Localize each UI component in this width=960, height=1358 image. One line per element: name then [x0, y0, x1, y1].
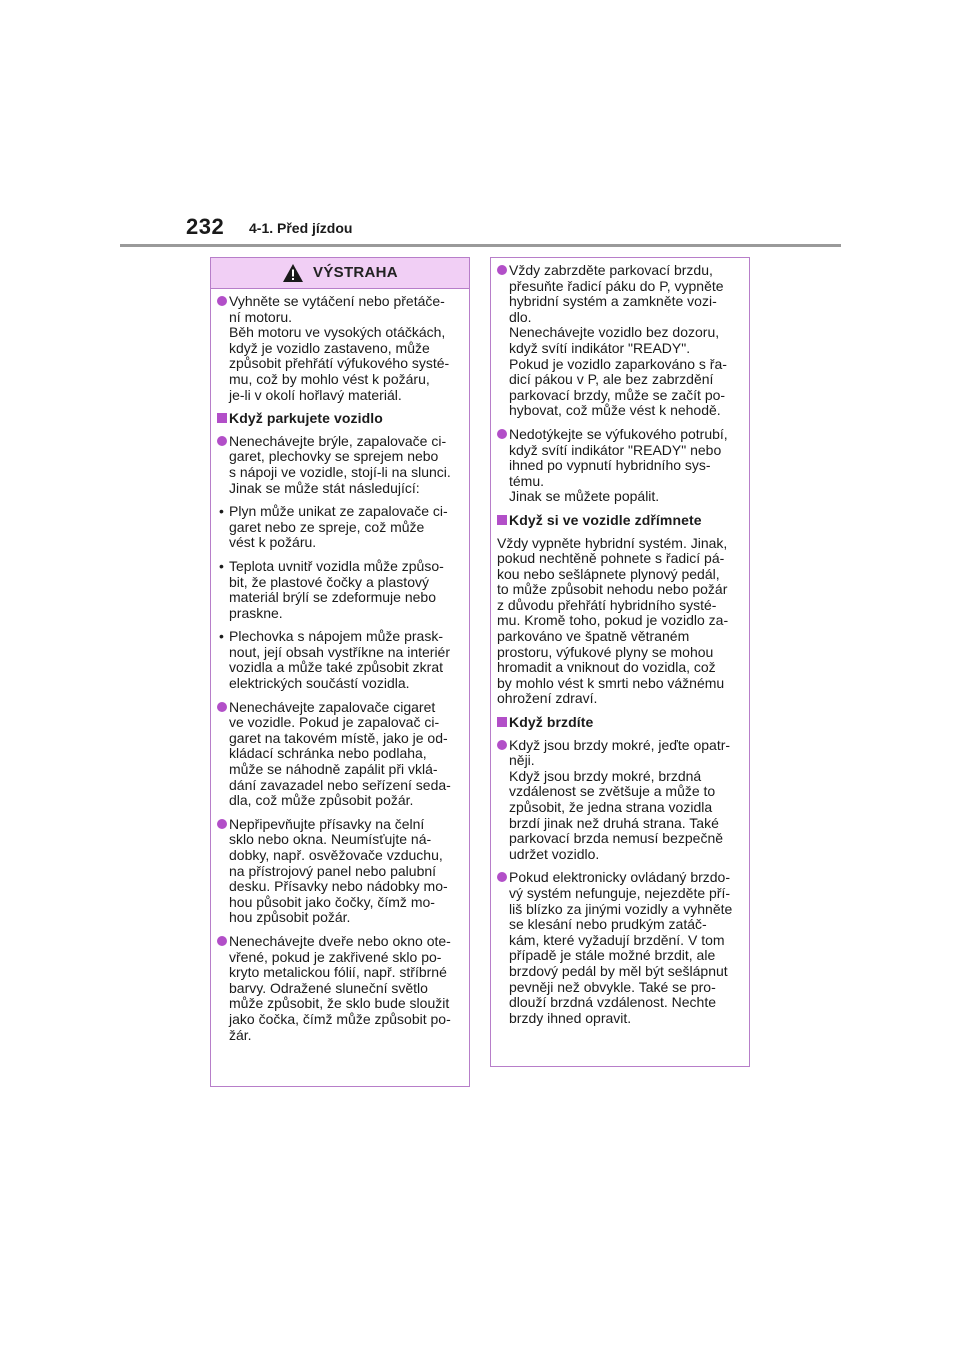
sub-bullet-text: Plechovka s nápojem může prask- nout, její obsah vystříkne na interiér vozidla a může také způsobit zkrat elektrických součástí vozidla. [229, 628, 451, 692]
bullet-dot-icon [497, 872, 507, 882]
warning-title: VÝSTRAHA [313, 264, 398, 282]
bullet-item [217, 434, 463, 496]
bullet-dot-icon [217, 296, 227, 306]
sub-bullet-item [217, 559, 463, 621]
subheading [497, 513, 743, 529]
warning-box-right [490, 257, 750, 1067]
square-bullet-icon [217, 413, 227, 423]
sub-bullet-item [217, 504, 463, 551]
bullet-text: Nenechávejte zapalovače cigaret ve vozidle. Pokud je zapalovač ci- garet na takovém místě, jako je od- kládací schránka nebo podlaha, může se náhodně zapálit při vklá- dání zavazadel nebo seřízení seda- dla, což může způsobit požár. [229, 698, 451, 809]
sub-bullet-text: Plyn může unikat ze zapalovače ci- garet nebo ze spreje, což může vést k požáru. [229, 503, 448, 551]
bullet-item [217, 700, 463, 809]
bullet-item [497, 263, 743, 419]
page-number: 232 [186, 214, 225, 239]
bullet-dot-icon [497, 740, 507, 750]
bullet-text: Nenechávejte brýle, zapalovače ci- garet, plechovky se sprejem nebo s nápoji ve vozidle, stojí-li na slunci. Jinak se může stát následující: [229, 432, 451, 496]
bullet-text: Když jsou brzdy mokré, jeďte opatr- něji. Když jsou brzdy mokré, brzdná vzdálenost se zvětšuje a může to způsobit, že jedna strana vozidla brzdí jinak než druhá strana. Také parkovací brzda nemusí bezpečně udržet vozidlo. [509, 736, 731, 862]
section-title: 4-1. Před jízdou [249, 220, 353, 236]
bullet-dot-icon [497, 265, 507, 275]
subheading-text: Když si ve vozidle zdřímnete [509, 511, 702, 528]
bullet-item [217, 817, 463, 926]
bullet-item [497, 427, 743, 505]
bullet-text: Vyhněte se vytáčení nebo přetáče- ní motoru. Běh motoru ve vysokých otáčkách, když je vozidlo zastaveno, může způsobit přehřátí výfukového systé- mu, což by mohlo vést k požáru, je-li v okolí hořlavý materiál. [229, 293, 450, 403]
bullet-dot-icon [217, 819, 227, 829]
bullet-text: Vždy zabrzděte parkovací brzdu, přesuňte řadicí páku do P, vypněte hybridní systém a zamkněte vozi- dlo. Nenechávejte vozidlo bez dozoru, když svítí indikátor "READY". Pokud je vozidlo zaparkováno s řa- dicí pákou v P, ale bez zabrzdění parkovací brzdy, může se začít po- hybovat, což může vést k nehodě. [509, 262, 727, 419]
bullet-text: Nedotýkejte se výfukového potrubí, když svítí indikátor "READY" nebo ihned po vypnutí hybridního sys- tému. Jinak se můžete popálit. [509, 425, 728, 505]
bullet-text: Nenechávejte dveře nebo okno ote- vřené, pokud je zakřivené sklo po- kryto metalickou fólií, např. stříbrné barvy. Odražené sluneční světlo může způsobit, že sklo bude sloužit jako čočka, čímž může způsobit po- žár. [229, 932, 451, 1043]
bullet-item [217, 934, 463, 1043]
bullet-dot-icon [497, 429, 507, 439]
sub-bullet-item [217, 629, 463, 691]
header-rule [120, 244, 841, 247]
subheading [497, 715, 743, 731]
bullet-text: Pokud elektronicky ovládaný brzdo- vý systém nefunguje, nejezděte pří- liš blízko za jinými vozidly a vyhněte se klesání nebo prudkým zatáč- kám, které vyžadují brzdění. V tom případě je stále možné brzdit, ale brzdový pedál by měl být sešlápnut pevněji než obvykle. Také se pro- dlouží brzdná vzdálenost. Nechte brzdy ihned opravit. [509, 869, 733, 1026]
square-bullet-icon [497, 717, 507, 727]
subheading [217, 411, 463, 427]
small-dot-icon: • [219, 503, 224, 520]
subheading-text: Když parkujete vozidlo [229, 410, 383, 427]
bullet-dot-icon [217, 936, 227, 946]
bullet-item [497, 870, 743, 1026]
bullet-dot-icon [217, 702, 227, 712]
bullet-text: Nepřipevňujte přísavky na čelní sklo nebo okna. Neumísťujte ná- dobky, např. osvěžovače vzduchu, na přístrojový panel nebo palubní desku. Přísavky nebo nádobky mo- hou působit jako čočky, čímž mo- hou způsobit požár. [229, 815, 448, 926]
subheading-text: Když brzdíte [509, 714, 594, 731]
square-bullet-icon [497, 515, 507, 525]
bullet-item [497, 738, 743, 863]
small-dot-icon: • [219, 628, 224, 645]
small-dot-icon: • [219, 557, 224, 574]
bullet-dot-icon [217, 436, 227, 446]
paragraph-text: Vždy vypněte hybridní systém. Jinak, pokud nechtěně pohnete s řadicí pá- kou nebo sešlápnete plynový pedál, to může způsobit nehodu nebo požár z důvodu přehřátí hybridního systé- mu. Kromě toho, pokud je vozidlo za- parkováno ve špatně větraném prostoru, výfukové plyny se mohou hromadit a vniknout do vozidla, což by mohlo vést k smrti nebo vážnému ohrožení zdraví. [497, 534, 729, 707]
sub-bullet-text: Teplota uvnitř vozidla může způso- bit, že plastové čočky a plastový materiál brýlí se zdeformuje nebo praskne. [229, 557, 444, 621]
warning-triangle-icon [282, 263, 304, 283]
bullet-item [217, 294, 463, 403]
warning-header [211, 258, 469, 289]
warning-box-left [210, 257, 470, 1087]
